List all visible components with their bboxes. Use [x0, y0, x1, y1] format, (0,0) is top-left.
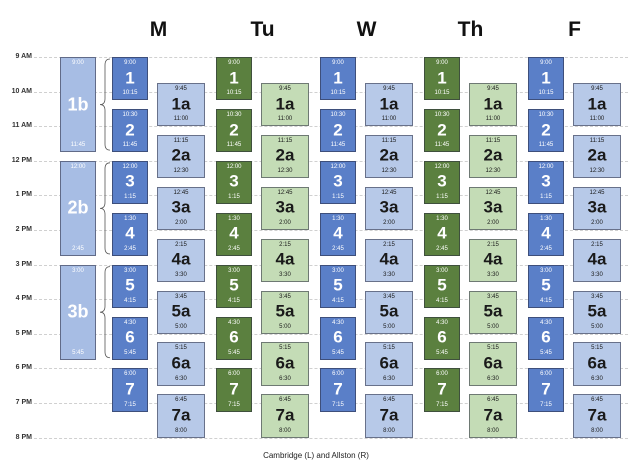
block-start-time: 12:45 — [485, 189, 501, 196]
block-start-time: 1:30 — [436, 215, 448, 222]
block-end-time: 7:15 — [332, 401, 344, 408]
block-name: 1 — [333, 68, 343, 88]
block-name: 3 — [437, 172, 447, 192]
block-end-time: 2:45 — [72, 245, 84, 252]
block-end-time: 1:15 — [124, 194, 136, 201]
block-start-time: 3:45 — [175, 293, 187, 300]
block-start-time: 9:00 — [540, 60, 552, 66]
block-start-time: 12:00 — [226, 163, 242, 170]
block-end-time: 6:30 — [487, 375, 499, 382]
block-start-time: 3:00 — [436, 267, 448, 274]
block-start-time: 6:45 — [591, 397, 603, 404]
block-name: 6a — [483, 353, 503, 373]
block-start-time: 9:45 — [383, 85, 395, 92]
curly-bracket — [100, 267, 110, 358]
block-start-time: 3:45 — [487, 293, 499, 300]
day-header: W — [356, 18, 377, 41]
block-end-time: 11:00 — [277, 116, 293, 123]
block-end-time: 12:30 — [277, 168, 293, 175]
block-name: 2a — [275, 146, 295, 166]
block-end-time: 1:15 — [540, 194, 552, 201]
block-start-time: 11:15 — [589, 137, 605, 144]
block-end-time: 4:15 — [124, 297, 136, 304]
block-start-time: 6:00 — [436, 371, 448, 378]
block-name: 4 — [125, 223, 135, 243]
block-end-time: 11:00 — [485, 116, 501, 123]
block-name: 5 — [229, 275, 239, 295]
block-start-time: 4:30 — [124, 319, 136, 326]
day-header: Tu — [250, 18, 275, 41]
time-label: 8 PM — [15, 433, 32, 441]
block-name: 6 — [125, 327, 135, 347]
block-end-time: 10:15 — [434, 90, 450, 97]
block-start-time: 11:15 — [173, 137, 189, 144]
block-end-time: 4:15 — [332, 297, 344, 304]
block-name: 4a — [275, 249, 295, 269]
day-header: F — [568, 18, 581, 41]
block-end-time: 11:45 — [434, 142, 450, 149]
block-name: 3a — [587, 198, 607, 218]
block-name: 2a — [483, 146, 503, 166]
block-name: 3 — [125, 172, 135, 192]
block-end-time: 2:45 — [228, 245, 240, 252]
block-end-time: 6:30 — [279, 375, 291, 382]
block-end-time: 2:00 — [279, 220, 291, 226]
block-start-time: 3:00 — [332, 267, 344, 274]
block-end-time: 11:45 — [330, 142, 346, 149]
block-name: 3a — [171, 198, 191, 218]
time-label: 4 PM — [15, 295, 32, 303]
block-end-time: 11:45 — [226, 142, 242, 149]
block-end-time: 4:15 — [436, 297, 448, 304]
block-start-time: 2:15 — [591, 241, 603, 248]
block-name: 3a — [483, 198, 503, 218]
block-start-time: 4:30 — [436, 319, 448, 326]
block-end-time: 10:15 — [122, 90, 138, 97]
block-end-time: 10:15 — [226, 90, 242, 97]
block-name: 1a — [587, 94, 607, 114]
block-end-time: 6:30 — [175, 375, 187, 382]
block-end-time: 2:45 — [124, 245, 136, 252]
block-start-time: 12:00 — [434, 163, 450, 170]
block-start-time: 5:15 — [279, 345, 291, 352]
curly-bracket — [100, 59, 110, 150]
block-end-time: 5:45 — [332, 349, 344, 356]
block-name: 3 — [541, 172, 551, 192]
block-name: 4 — [333, 223, 343, 243]
block-name: 2 — [541, 120, 551, 140]
block-start-time: 3:00 — [72, 267, 84, 274]
block-start-time: 2:15 — [383, 241, 395, 248]
block-end-time: 11:00 — [381, 116, 397, 123]
block-name: 3 — [229, 172, 239, 192]
block-name: 6a — [587, 353, 607, 373]
block-start-time: 9:45 — [279, 85, 291, 92]
time-label: 5 PM — [15, 329, 32, 337]
block-name: 3a — [379, 198, 399, 218]
block-start-time: 10:30 — [538, 111, 554, 118]
block-start-time: 2:15 — [175, 241, 187, 248]
block-end-time: 5:00 — [487, 323, 499, 330]
block-name: 3b — [67, 301, 89, 322]
block-name: 4a — [171, 249, 191, 269]
block-start-time: 6:45 — [279, 397, 291, 404]
block-start-time: 9:00 — [228, 60, 240, 66]
block-end-time: 5:00 — [279, 323, 291, 330]
block-start-time: 9:00 — [72, 60, 84, 66]
block-start-time: 4:30 — [228, 319, 240, 326]
block-name: 5a — [379, 301, 399, 321]
block-end-time: 12:30 — [381, 168, 397, 175]
block-end-time: 2:00 — [175, 220, 187, 226]
block-start-time: 1:30 — [332, 215, 344, 222]
block-end-time: 1:15 — [436, 194, 448, 201]
block-end-time: 2:00 — [383, 220, 395, 226]
block-start-time: 6:45 — [487, 397, 499, 404]
block-start-time: 9:45 — [175, 85, 187, 92]
time-label: 6 PM — [15, 364, 32, 372]
block-name: 1 — [541, 68, 551, 88]
block-end-time: 7:15 — [540, 401, 552, 408]
block-end-time: 4:15 — [228, 297, 240, 304]
block-end-time: 2:00 — [591, 220, 603, 226]
block-start-time: 9:45 — [487, 85, 499, 92]
block-name: 1a — [275, 94, 295, 114]
block-start-time: 1:30 — [540, 215, 552, 222]
block-end-time: 2:00 — [487, 220, 499, 226]
block-start-time: 6:45 — [175, 397, 187, 404]
block-end-time: 3:30 — [279, 271, 291, 278]
block-start-time: 3:45 — [383, 293, 395, 300]
block-end-time: 8:00 — [487, 427, 499, 434]
block-name: 7a — [587, 405, 607, 425]
block-end-time: 11:00 — [173, 116, 189, 123]
block-start-time: 6:00 — [228, 371, 240, 378]
block-name: 7 — [333, 379, 343, 399]
block-end-time: 2:45 — [332, 245, 344, 252]
block-name: 2 — [229, 120, 239, 140]
block-start-time: 11:15 — [381, 137, 397, 144]
block-start-time: 9:00 — [124, 60, 136, 66]
block-start-time: 2:15 — [487, 241, 499, 248]
block-start-time: 9:00 — [436, 60, 448, 66]
block-end-time: 3:30 — [591, 271, 603, 278]
block-end-time: 10:15 — [330, 90, 346, 97]
block-name: 7a — [171, 405, 191, 425]
block-end-time: 5:45 — [540, 349, 552, 356]
block-name: 5a — [275, 301, 295, 321]
block-name: 6a — [379, 353, 399, 373]
block-start-time: 6:45 — [383, 397, 395, 404]
block-name: 5a — [171, 301, 191, 321]
block-start-time: 12:00 — [330, 163, 346, 170]
block-end-time: 12:30 — [589, 168, 605, 175]
block-name: 2a — [171, 146, 191, 166]
block-end-time: 1:15 — [332, 194, 344, 201]
block-start-time: 6:00 — [332, 371, 344, 378]
block-end-time: 11:00 — [589, 116, 605, 123]
block-start-time: 12:00 — [538, 163, 554, 170]
block-start-time: 9:00 — [332, 60, 344, 66]
day-header: M — [149, 18, 168, 41]
block-name: 2a — [587, 146, 607, 166]
block-start-time: 12:00 — [122, 163, 138, 170]
block-name: 2b — [67, 197, 89, 218]
block-end-time: 5:00 — [175, 323, 187, 330]
block-name: 7a — [483, 405, 503, 425]
time-label: 9 AM — [15, 53, 32, 60]
caption: Cambridge (L) and Allston (R) — [263, 451, 369, 460]
block-end-time: 1:15 — [228, 194, 240, 201]
time-label: 1 PM — [15, 191, 32, 199]
block-end-time: 2:45 — [436, 245, 448, 252]
block-start-time: 3:00 — [124, 267, 136, 274]
block-name: 6 — [333, 327, 343, 347]
block-start-time: 5:15 — [487, 345, 499, 352]
block-end-time: 8:00 — [383, 427, 395, 434]
block-end-time: 12:30 — [173, 168, 189, 175]
block-name: 5 — [541, 275, 551, 295]
block-end-time: 8:00 — [279, 427, 291, 434]
time-label: 2 PM — [15, 226, 32, 233]
block-name: 6 — [437, 327, 447, 347]
block-name: 2a — [379, 146, 399, 166]
time-label: 3 PM — [15, 260, 32, 268]
block-start-time: 3:00 — [540, 267, 552, 274]
block-start-time: 1:30 — [228, 215, 240, 222]
block-end-time: 4:15 — [540, 297, 552, 304]
block-end-time: 5:00 — [591, 323, 603, 330]
time-label: 12 PM — [11, 156, 32, 164]
block-name: 4 — [541, 223, 551, 243]
block-name: 5 — [125, 275, 135, 295]
block-name: 4a — [379, 249, 399, 269]
block-name: 6a — [171, 353, 191, 373]
block-start-time: 2:15 — [279, 241, 291, 248]
block-start-time: 3:45 — [591, 293, 603, 300]
day-header: Th — [457, 18, 484, 41]
block-end-time: 10:15 — [538, 90, 554, 97]
block-end-time: 3:30 — [383, 271, 395, 278]
block-end-time: 11:45 — [122, 142, 138, 149]
block-start-time: 12:45 — [381, 189, 397, 196]
block-name: 5 — [437, 275, 447, 295]
block-name: 7 — [437, 379, 447, 399]
block-end-time: 11:45 — [538, 142, 554, 149]
block-end-time: 5:00 — [383, 323, 395, 330]
block-name: 3 — [333, 172, 343, 192]
time-label: 11 AM — [12, 122, 32, 130]
block-name: 7a — [379, 405, 399, 425]
block-end-time: 5:45 — [124, 349, 136, 356]
block-name: 2 — [437, 120, 447, 140]
block-end-time: 6:30 — [383, 375, 395, 382]
block-start-time: 3:00 — [228, 267, 240, 274]
block-name: 6 — [229, 327, 239, 347]
block-name: 7a — [275, 405, 295, 425]
block-start-time: 12:45 — [589, 189, 605, 196]
block-name: 1a — [379, 94, 399, 114]
block-start-time: 12:45 — [173, 189, 189, 196]
block-end-time: 3:30 — [175, 271, 187, 278]
block-start-time: 1:30 — [124, 215, 136, 222]
block-end-time: 5:45 — [436, 349, 448, 356]
block-end-time: 2:45 — [540, 245, 552, 252]
block-start-time: 6:00 — [124, 371, 136, 378]
block-name: 4 — [229, 223, 239, 243]
block-name: 4a — [587, 249, 607, 269]
block-start-time: 12:00 — [70, 163, 86, 170]
block-name: 3a — [275, 198, 295, 218]
block-name: 2 — [125, 120, 135, 140]
block-end-time: 3:30 — [487, 271, 499, 278]
time-label: 10 AM — [11, 87, 32, 95]
block-start-time: 5:15 — [383, 345, 395, 352]
block-end-time: 7:15 — [124, 401, 136, 408]
block-end-time: 7:15 — [436, 401, 448, 408]
block-start-time: 9:45 — [591, 85, 603, 92]
block-end-time: 5:45 — [228, 349, 240, 356]
block-start-time: 10:30 — [330, 111, 346, 118]
block-start-time: 11:15 — [485, 137, 501, 144]
time-label: 7 PM — [15, 399, 32, 406]
block-name: 1 — [125, 68, 135, 88]
block-name: 7 — [229, 379, 239, 399]
block-end-time: 8:00 — [591, 427, 603, 434]
block-name: 1 — [229, 68, 239, 88]
block-start-time: 4:30 — [332, 319, 344, 326]
block-start-time: 10:30 — [434, 111, 450, 118]
block-start-time: 4:30 — [540, 319, 552, 326]
block-name: 4a — [483, 249, 503, 269]
block-start-time: 5:15 — [591, 345, 603, 352]
block-name: 5a — [587, 301, 607, 321]
block-end-time: 12:30 — [485, 168, 501, 175]
block-start-time: 11:15 — [277, 137, 293, 144]
block-name: 1a — [483, 94, 503, 114]
block-name: 2 — [333, 120, 343, 140]
block-name: 7 — [125, 379, 135, 399]
curly-bracket — [100, 163, 110, 254]
block-start-time: 10:30 — [226, 111, 242, 118]
block-name: 1a — [171, 94, 191, 114]
block-name: 6 — [541, 327, 551, 347]
block-name: 5a — [483, 301, 503, 321]
block-name: 7 — [541, 379, 551, 399]
block-end-time: 8:00 — [175, 427, 187, 434]
block-name: 1b — [67, 94, 89, 115]
block-start-time: 6:00 — [540, 371, 552, 378]
block-end-time: 6:30 — [591, 375, 603, 382]
block-start-time: 3:45 — [279, 293, 291, 300]
block-name: 4 — [437, 223, 447, 243]
block-start-time: 12:45 — [277, 189, 293, 196]
block-end-time: 7:15 — [228, 401, 240, 408]
block-name: 6a — [275, 353, 295, 373]
block-start-time: 5:15 — [175, 345, 187, 352]
block-end-time: 5:45 — [72, 349, 84, 356]
block-end-time: 11:45 — [70, 142, 86, 149]
block-start-time: 10:30 — [122, 111, 138, 118]
block-name: 5 — [333, 275, 343, 295]
block-name: 1 — [437, 68, 447, 88]
